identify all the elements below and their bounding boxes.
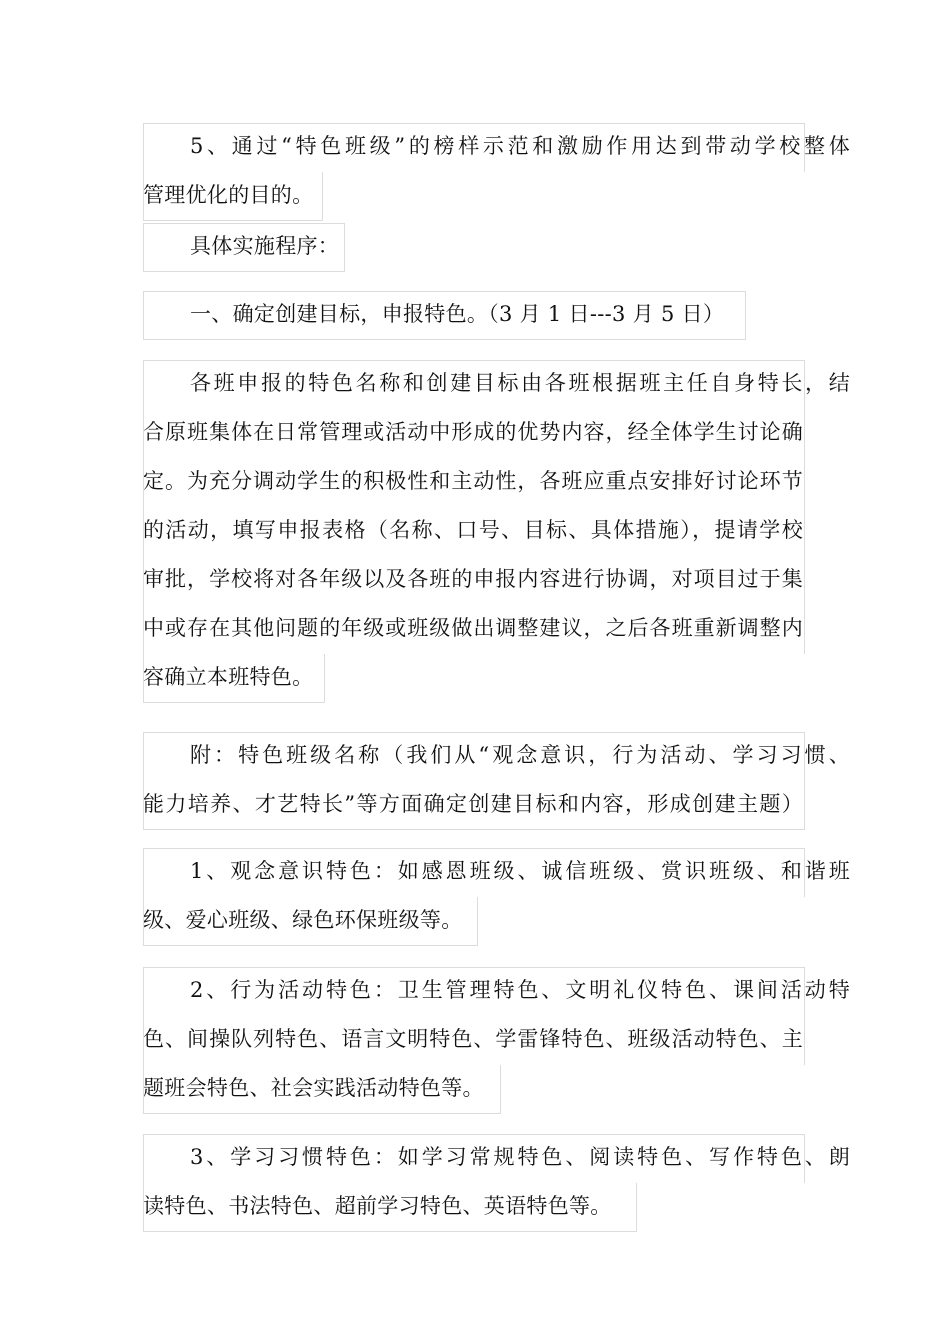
- text-line-content: 色、间操队列特色、语言文明特色、学雷锋特色、班级活动特色、主: [143, 1027, 803, 1051]
- text-line: [143, 172, 323, 221]
- paragraph-item-3: [143, 1134, 850, 1232]
- text-line-content: 审批，学校将对各年级以及各班的申报内容进行协调，对项目过于集: [143, 567, 803, 591]
- text-line-content: 的活动，填写申报表格（名称、口号、目标、具体措施），提请学校: [143, 518, 803, 542]
- text-line-content: 5、通过“特色班级”的榜样示范和激励作用达到带动学校整体: [190, 134, 850, 158]
- text-line-content: 容确立本班特色。: [143, 665, 314, 689]
- paragraph-procedure-heading: [143, 223, 345, 272]
- text-line-content: 合原班集体在日常管理或活动中形成的优势内容，经全体学生讨论确: [143, 420, 803, 444]
- text-line-content: 读特色、书法特色、超前学习特色、英语特色等。: [143, 1194, 612, 1218]
- text-line: [143, 781, 805, 830]
- text-line: [143, 123, 850, 172]
- text-line-content: 级、爱心班级、绿色环保班级等。: [143, 908, 463, 932]
- text-line: [143, 1134, 850, 1183]
- text-line-content: 题班会特色、社会实践活动特色等。: [143, 1076, 484, 1100]
- heading-text: 一、确定创建目标，申报特色。（3 月 1 日---3 月 5 日）: [190, 302, 725, 326]
- text-line: [143, 1183, 637, 1232]
- text-line-content: 附：特色班级名称（我们从“观念意识，行为活动、学习习惯、: [190, 743, 850, 767]
- text-line-content: 定。为充分调动学生的积极性和主动性，各班应重点安排好讨论环节: [143, 469, 803, 493]
- text-line: [143, 556, 805, 605]
- text-line-content: 3、学习习惯特色：如学习常规特色、阅读特色、写作特色、朗: [190, 1145, 850, 1169]
- section-heading: [143, 223, 345, 272]
- heading-text: 具体实施程序：: [190, 234, 340, 258]
- paragraph-step-1-heading: [143, 291, 746, 340]
- text-line-content: 1、观念意识特色：如感恩班级、诚信班级、赏识班级、和谐班: [190, 859, 850, 883]
- text-line: [143, 732, 850, 781]
- text-line: [143, 967, 850, 1016]
- text-line: [143, 654, 325, 703]
- section-heading: [143, 291, 746, 340]
- text-line-content: 中或存在其他问题的年级或班级做出调整建议，之后各班重新调整内: [143, 616, 803, 640]
- text-line: [143, 458, 805, 507]
- text-line: [143, 1065, 501, 1114]
- text-line: [143, 848, 850, 897]
- paragraph-goal-5: [143, 123, 850, 221]
- paragraph-item-1: [143, 848, 850, 946]
- paragraph-item-2: [143, 967, 850, 1114]
- text-line: [143, 507, 805, 556]
- text-line: [143, 1016, 805, 1065]
- text-line-content: 能力培养、才艺特长”等方面确定创建目标和内容，形成创建主题）: [143, 792, 803, 816]
- text-line-content: 2、行为活动特色：卫生管理特色、文明礼仪特色、课间活动特: [190, 978, 850, 1002]
- text-line: [143, 605, 805, 654]
- text-line-content: 管理优化的目的。: [143, 183, 314, 207]
- paragraph-step-1-body: [143, 360, 850, 703]
- paragraph-appendix: [143, 732, 850, 830]
- text-line-content: 各班申报的特色名称和创建目标由各班根据班主任自身特长，结: [190, 371, 850, 395]
- text-line: [143, 409, 805, 458]
- text-line: [143, 897, 478, 946]
- text-line: [143, 360, 850, 409]
